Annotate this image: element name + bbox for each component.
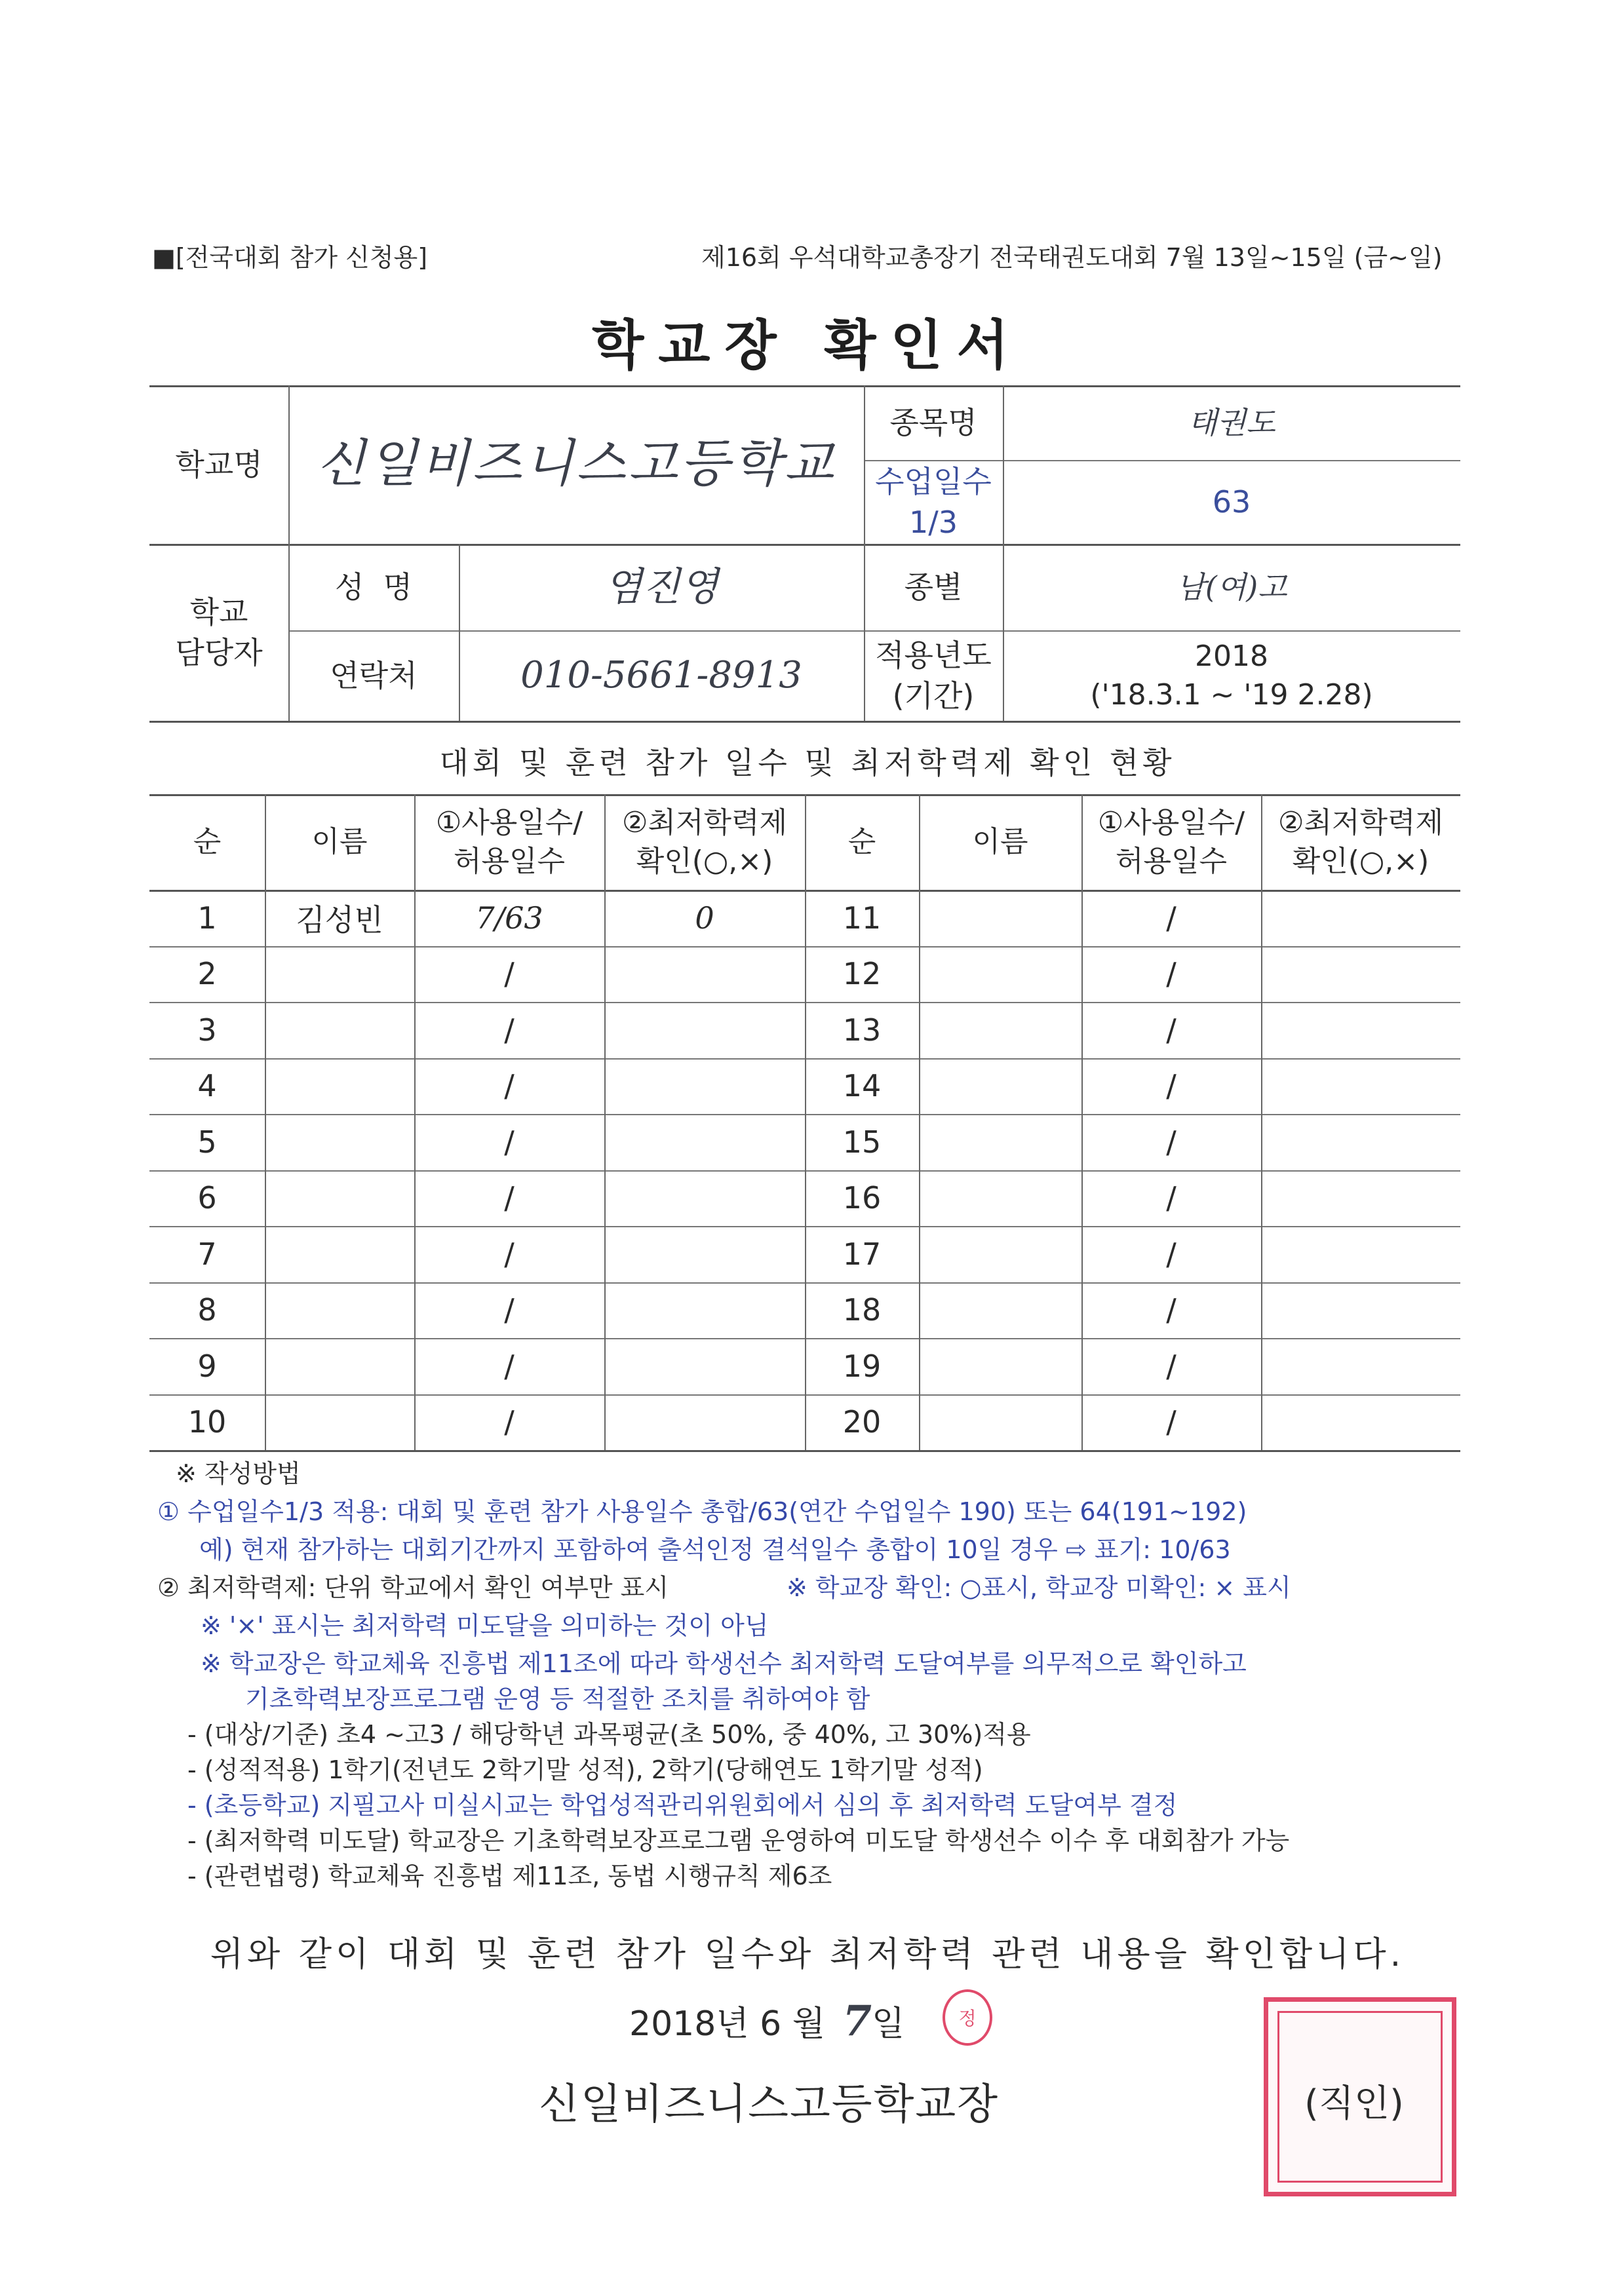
- min-academic-check: [604, 1338, 805, 1394]
- min-academic-check: [1261, 1058, 1460, 1115]
- min-academic-check: [604, 1170, 805, 1227]
- row-number: 2: [197, 956, 217, 992]
- min-academic-check: [604, 1002, 805, 1058]
- days-used: /: [504, 1292, 515, 1328]
- days-used: /: [504, 1124, 515, 1160]
- days-used: /: [1166, 1068, 1177, 1104]
- manager-name-value: 염진영: [604, 564, 718, 610]
- note-detail-2: - (성적적용) 1학기(전년도 2학기말 성적), 2학기(당해연도 1학기말 성적): [187, 1755, 983, 1784]
- row-number: 4: [197, 1068, 217, 1104]
- days-used: /: [1166, 1348, 1177, 1384]
- student-name: [265, 1282, 414, 1339]
- days-used: /: [504, 956, 515, 992]
- student-name: [919, 1338, 1081, 1394]
- min-academic-check: 0: [695, 900, 714, 936]
- event-info: 제16회 우석대학교총장기 전국태권도대회 7월 13일~15일 (금~일): [701, 243, 1443, 272]
- row-number: 12: [842, 956, 882, 992]
- min-academic-check: [604, 946, 805, 1003]
- student-name: 김성빈: [296, 902, 383, 938]
- days-used: /: [504, 1348, 515, 1384]
- student-name: [919, 1226, 1081, 1282]
- min-academic-check: [1261, 1170, 1460, 1227]
- days-used: /: [1166, 956, 1177, 992]
- min-academic-check: [604, 1282, 805, 1339]
- min-academic-check: [604, 1226, 805, 1282]
- min-academic-check: [1261, 1226, 1460, 1282]
- table-header: ①사용일수/ 허용일수: [435, 805, 583, 878]
- table-header: 순: [847, 825, 876, 859]
- notes-heading: ※ 작성방법: [176, 1459, 301, 1488]
- student-name: [919, 1394, 1081, 1451]
- student-name: [919, 1058, 1081, 1115]
- date-day-handwritten: 7: [842, 1997, 872, 2046]
- min-academic-check: [604, 1394, 805, 1451]
- note-detail-5: - (관련법령) 학교체육 진흥법 제11조, 동법 시행규칙 제6조: [187, 1862, 832, 1890]
- days-used: /: [504, 1236, 515, 1272]
- days-used: /: [1166, 1124, 1177, 1160]
- seal-label: (직인): [1304, 2082, 1404, 2125]
- student-name: [265, 1338, 414, 1394]
- contact-value: 010-5661-8913: [520, 654, 802, 697]
- section-title: 대회 및 훈련 참가 일수 및 최저학력제 확인 현황: [439, 745, 1176, 780]
- school-name-value: 신일비즈니스고등학교: [316, 434, 836, 494]
- note-3: ※ '×' 표시는 최저학력 미도달을 의미하는 것이 아님: [201, 1611, 769, 1640]
- period-value: 2018 ('18.3.1 ~ '19 2.28): [1090, 639, 1373, 712]
- row-number: 1: [197, 900, 217, 936]
- student-name: [919, 1002, 1081, 1058]
- date: [629, 1996, 905, 2046]
- row-number: 13: [842, 1012, 882, 1048]
- days-used: /: [504, 1012, 515, 1048]
- row-number: 18: [842, 1292, 882, 1328]
- days-used: /: [504, 1180, 515, 1216]
- class-days-value: 63: [1212, 484, 1251, 520]
- note-1a: ① 수업일수1/3 적용: 대회 및 훈련 참가 사용일수 총합/63(연간 수업일수 190) 또는 64(191~192): [157, 1497, 1247, 1526]
- row-number: 10: [187, 1404, 227, 1440]
- row-number: 8: [197, 1292, 217, 1328]
- row-number: 19: [842, 1348, 882, 1384]
- gender-label: 종별: [904, 569, 963, 605]
- note-4b: 기초학력보장프로그램 운영 등 적절한 조치를 취하여야 함: [245, 1685, 870, 1713]
- student-name: [265, 1226, 414, 1282]
- period-label: 적용년도 (기간): [875, 637, 992, 714]
- student-name: [265, 1394, 414, 1451]
- row-number: 17: [842, 1236, 882, 1272]
- student-name: [919, 1282, 1081, 1339]
- school-name-label: 학교명: [175, 446, 263, 482]
- days-used: /: [504, 1068, 515, 1104]
- note-1b: 예) 현재 참가하는 대회기간까지 포함하여 출석인정 결석일수 총합이 10일 경우 ⇨ 표기: 10/63: [199, 1535, 1231, 1564]
- gender-value: 남(여)고: [1176, 569, 1287, 605]
- note-detail-3: - (초등학교) 지필고사 미실시교는 학업성적관리위원회에서 심의 후 최저학력 도달여부 결정: [187, 1791, 1178, 1820]
- days-used: /: [1166, 1180, 1177, 1216]
- row-number: 3: [197, 1012, 217, 1048]
- table-header: ②최저학력제 확인(○,×): [1278, 805, 1443, 878]
- student-name: [265, 1170, 414, 1227]
- student-name: [265, 1002, 414, 1058]
- date-suffix: 일: [872, 2004, 905, 2044]
- row-number: 16: [842, 1180, 882, 1216]
- manager-name-label: 성 명: [334, 569, 413, 605]
- days-used: /: [1166, 1404, 1177, 1440]
- row-number: 14: [842, 1068, 882, 1104]
- min-academic-check: [1261, 946, 1460, 1003]
- days-used: 7/63: [475, 900, 543, 936]
- note-detail-1: - (대상/기준) 초4 ~고3 / 해당학년 과목평균(초 50%, 중 40%, 고 30%)적용: [187, 1720, 1031, 1749]
- table-header: 이름: [311, 825, 368, 859]
- min-academic-check: [1261, 1114, 1460, 1170]
- days-used: /: [504, 1404, 515, 1440]
- student-name: [919, 946, 1081, 1003]
- student-name: [265, 946, 414, 1003]
- min-academic-check: [1261, 1338, 1460, 1394]
- days-used: /: [1166, 1236, 1177, 1272]
- min-academic-check: [1261, 890, 1460, 946]
- note-detail-4: - (최저학력 미도달) 학교장은 기초학력보장프로그램 운영하여 미도달 학생선수 이수 후 대회참가 가능: [187, 1826, 1290, 1855]
- principal-title: 신일비즈니스고등학교장: [539, 2080, 1000, 2129]
- note-4a: ※ 학교장은 학교체육 진흥법 제11조에 따라 학생선수 최저학력 도달여부를 의무적으로 확인하고: [201, 1649, 1247, 1678]
- days-used: /: [1166, 900, 1177, 936]
- event-label: 종목명: [889, 404, 977, 440]
- table-header: 순: [193, 825, 222, 859]
- note-2b: ※ 학교장 확인: ○표시, 학교장 미확인: × 표시: [787, 1573, 1291, 1602]
- confirmation-statement: 위와 같이 대회 및 훈련 참가 일수와 최저학력 관련 내용을 확인합니다.: [210, 1935, 1405, 1974]
- min-academic-check: [1261, 1282, 1460, 1339]
- date-text: 2018년 6 월: [629, 2004, 825, 2044]
- row-number: 20: [842, 1404, 882, 1440]
- class-days-label: 수업일수 1/3: [875, 463, 992, 540]
- min-academic-check: [1261, 1002, 1460, 1058]
- student-name: [265, 1114, 414, 1170]
- contact-label: 연락처: [330, 657, 418, 693]
- min-academic-check: [1261, 1394, 1460, 1451]
- table-header: ②최저학력제 확인(○,×): [622, 805, 787, 878]
- days-used: /: [1166, 1292, 1177, 1328]
- student-name: [919, 890, 1081, 946]
- student-name: [265, 1058, 414, 1115]
- row-number: 5: [197, 1124, 217, 1160]
- row-number: 7: [197, 1236, 217, 1272]
- student-name: [919, 1170, 1081, 1227]
- student-name: [919, 1114, 1081, 1170]
- row-number: 15: [842, 1124, 882, 1160]
- page-title: 학교장 확인서: [592, 315, 1023, 377]
- manager-label: 학교 담당자: [175, 594, 263, 670]
- doc-type-label: ■[전국대회 참가 신청용]: [152, 243, 428, 272]
- days-used: /: [1166, 1012, 1177, 1048]
- min-academic-check: [604, 1114, 805, 1170]
- row-number: 9: [197, 1348, 217, 1384]
- row-number: 6: [197, 1180, 217, 1216]
- table-header: ①사용일수/ 허용일수: [1097, 805, 1245, 878]
- table-header: 이름: [972, 825, 1028, 859]
- min-academic-check: [604, 1058, 805, 1115]
- small-stamp: 정: [943, 1989, 992, 2046]
- grid-line: [149, 1450, 1460, 1452]
- note-2a: ② 최저학력제: 단위 학교에서 확인 여부만 표시: [157, 1573, 669, 1602]
- event-value: 태권도: [1188, 404, 1275, 440]
- row-number: 11: [842, 900, 882, 936]
